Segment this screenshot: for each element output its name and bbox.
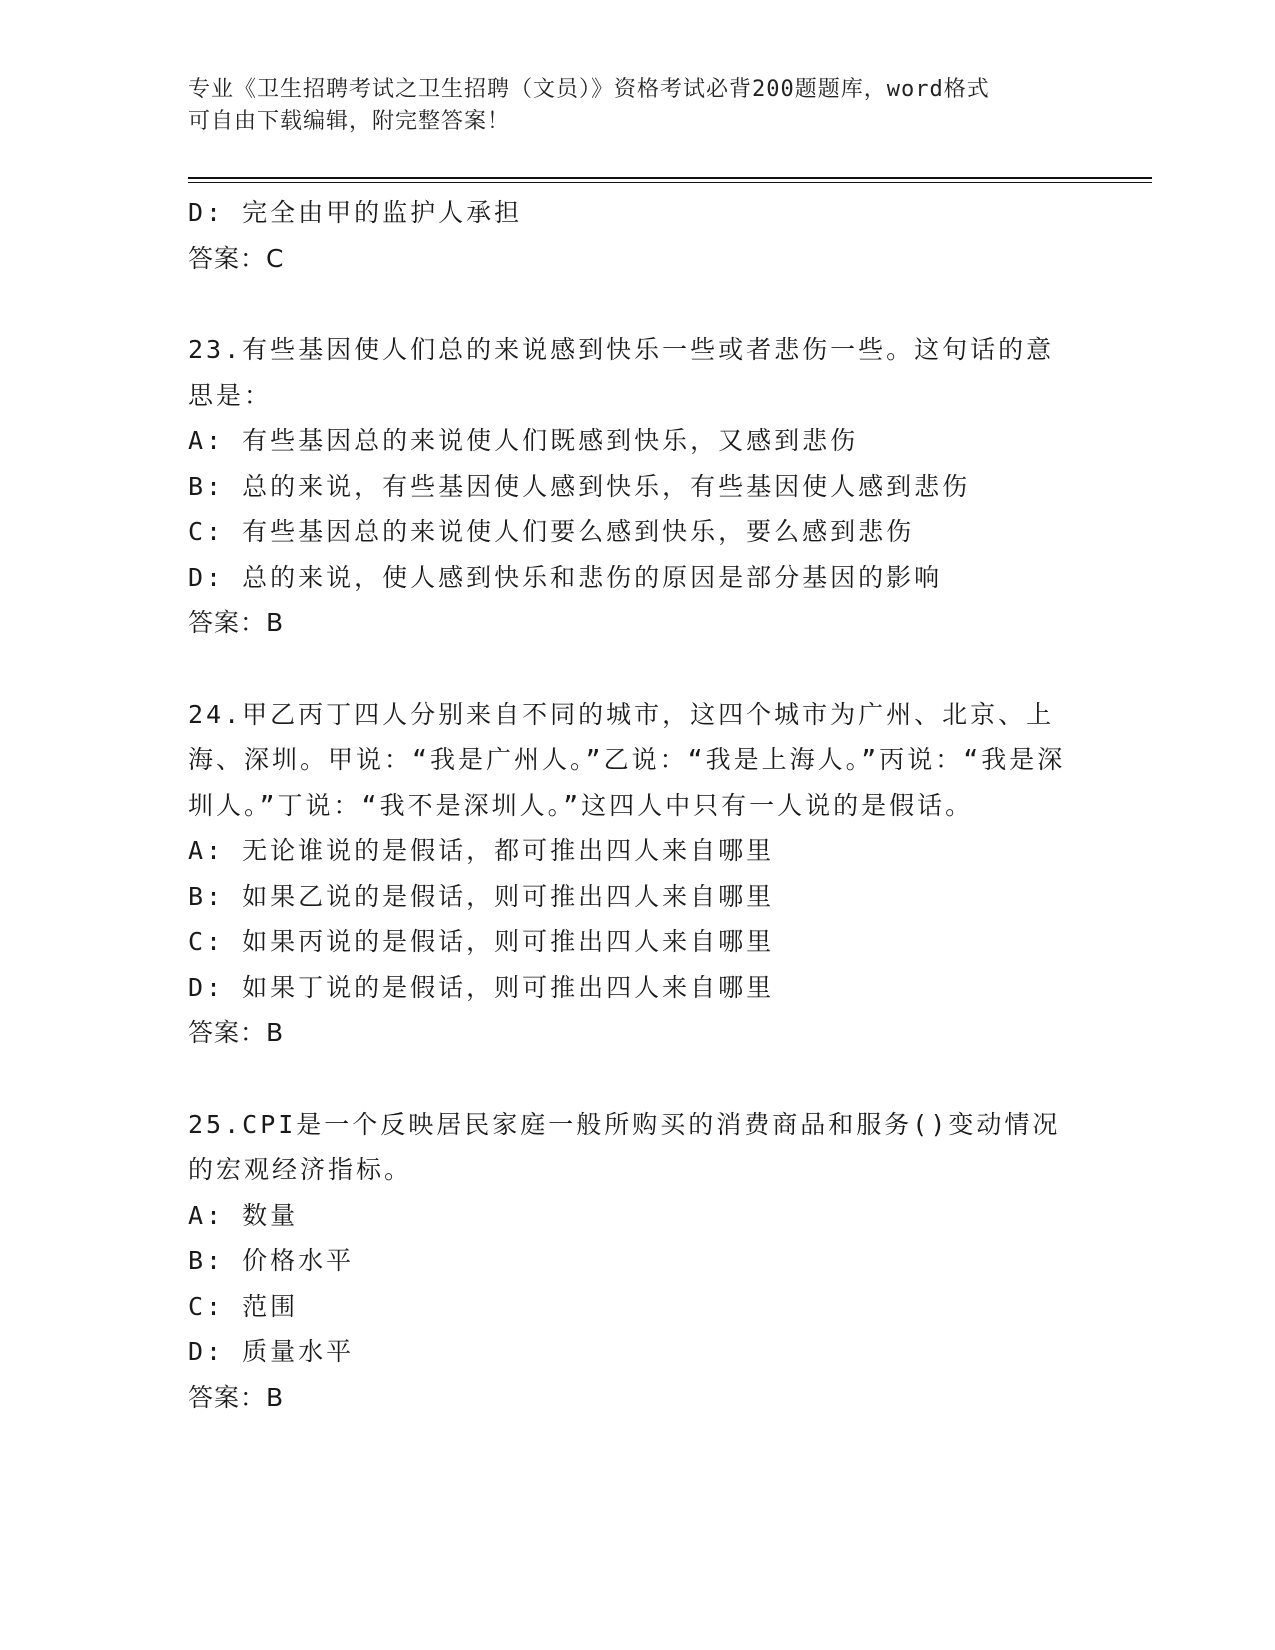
header-rule-thick: [188, 177, 1152, 179]
header-title-line-2: 可自由下载编辑，附完整答案！: [188, 109, 511, 134]
option-d: D: 总的来说，使人感到快乐和悲伤的原因是部分基因的影响: [188, 562, 943, 592]
question-stem: 25.CPI是一个反映居民家庭一般所购买的消费商品和服务()变动情况的宏观经济指标。: [188, 1109, 1061, 1184]
header-title-line-1: 专业《卫生招聘考试之卫生招聘（文员）》资格考试必背200题题库，word格式: [188, 77, 990, 102]
spacer: [188, 1056, 1068, 1102]
option-a: A: 有些基因总的来说使人们既感到快乐，又感到悲伤: [188, 426, 859, 455]
question-block-23: [188, 327, 1068, 646]
question-block-25: [188, 1102, 1068, 1421]
option-a: A: 数量: [188, 1200, 299, 1230]
question-block-24: [188, 692, 1068, 1056]
question-block-prev: [188, 190, 1068, 281]
answer-line: 答案：B: [188, 608, 285, 637]
answer-line: 答案：B: [188, 1382, 285, 1412]
option-d: D: 完全由甲的监护人承担: [188, 198, 523, 227]
option-d: D: 如果丁说的是假话，则可推出四人来自哪里: [188, 972, 775, 1002]
answer-line: 答案：C: [188, 243, 285, 273]
option-b: B: 总的来说，有些基因使人感到快乐，有些基因使人感到悲伤: [188, 471, 971, 501]
question-stem: 24.甲乙丙丁四人分别来自不同的城市，这四个城市为广州、北京、上海、深圳。甲说：“我是广州人。”乙说：“我是上海人。”丙说：“我是深圳人。”丁说：“我不是深圳人。”这四人中只有一人说的是假话。: [188, 699, 1066, 820]
option-a: A: 无论谁说的是假话，都可推出四人来自哪里: [188, 836, 775, 865]
option-b: B: 如果乙说的是假话，则可推出四人来自哪里: [188, 881, 775, 911]
spacer: [188, 646, 1068, 692]
header-rule-thin: [188, 182, 1152, 183]
question-stem: 23.有些基因使人们总的来说感到快乐一些或者悲伤一些。这句话的意思是：: [188, 335, 1055, 410]
page-header: [188, 74, 1068, 138]
question-list: [188, 190, 1068, 1420]
option-c: C: 有些基因总的来说使人们要么感到快乐，要么感到悲伤: [188, 517, 915, 546]
option-d: D: 质量水平: [188, 1337, 355, 1366]
option-b: B: 价格水平: [188, 1246, 355, 1275]
option-c: C: 如果丙说的是假话，则可推出四人来自哪里: [188, 927, 775, 956]
option-c: C: 范围: [188, 1291, 299, 1321]
spacer: [188, 281, 1068, 327]
answer-line: 答案：B: [188, 1018, 285, 1047]
